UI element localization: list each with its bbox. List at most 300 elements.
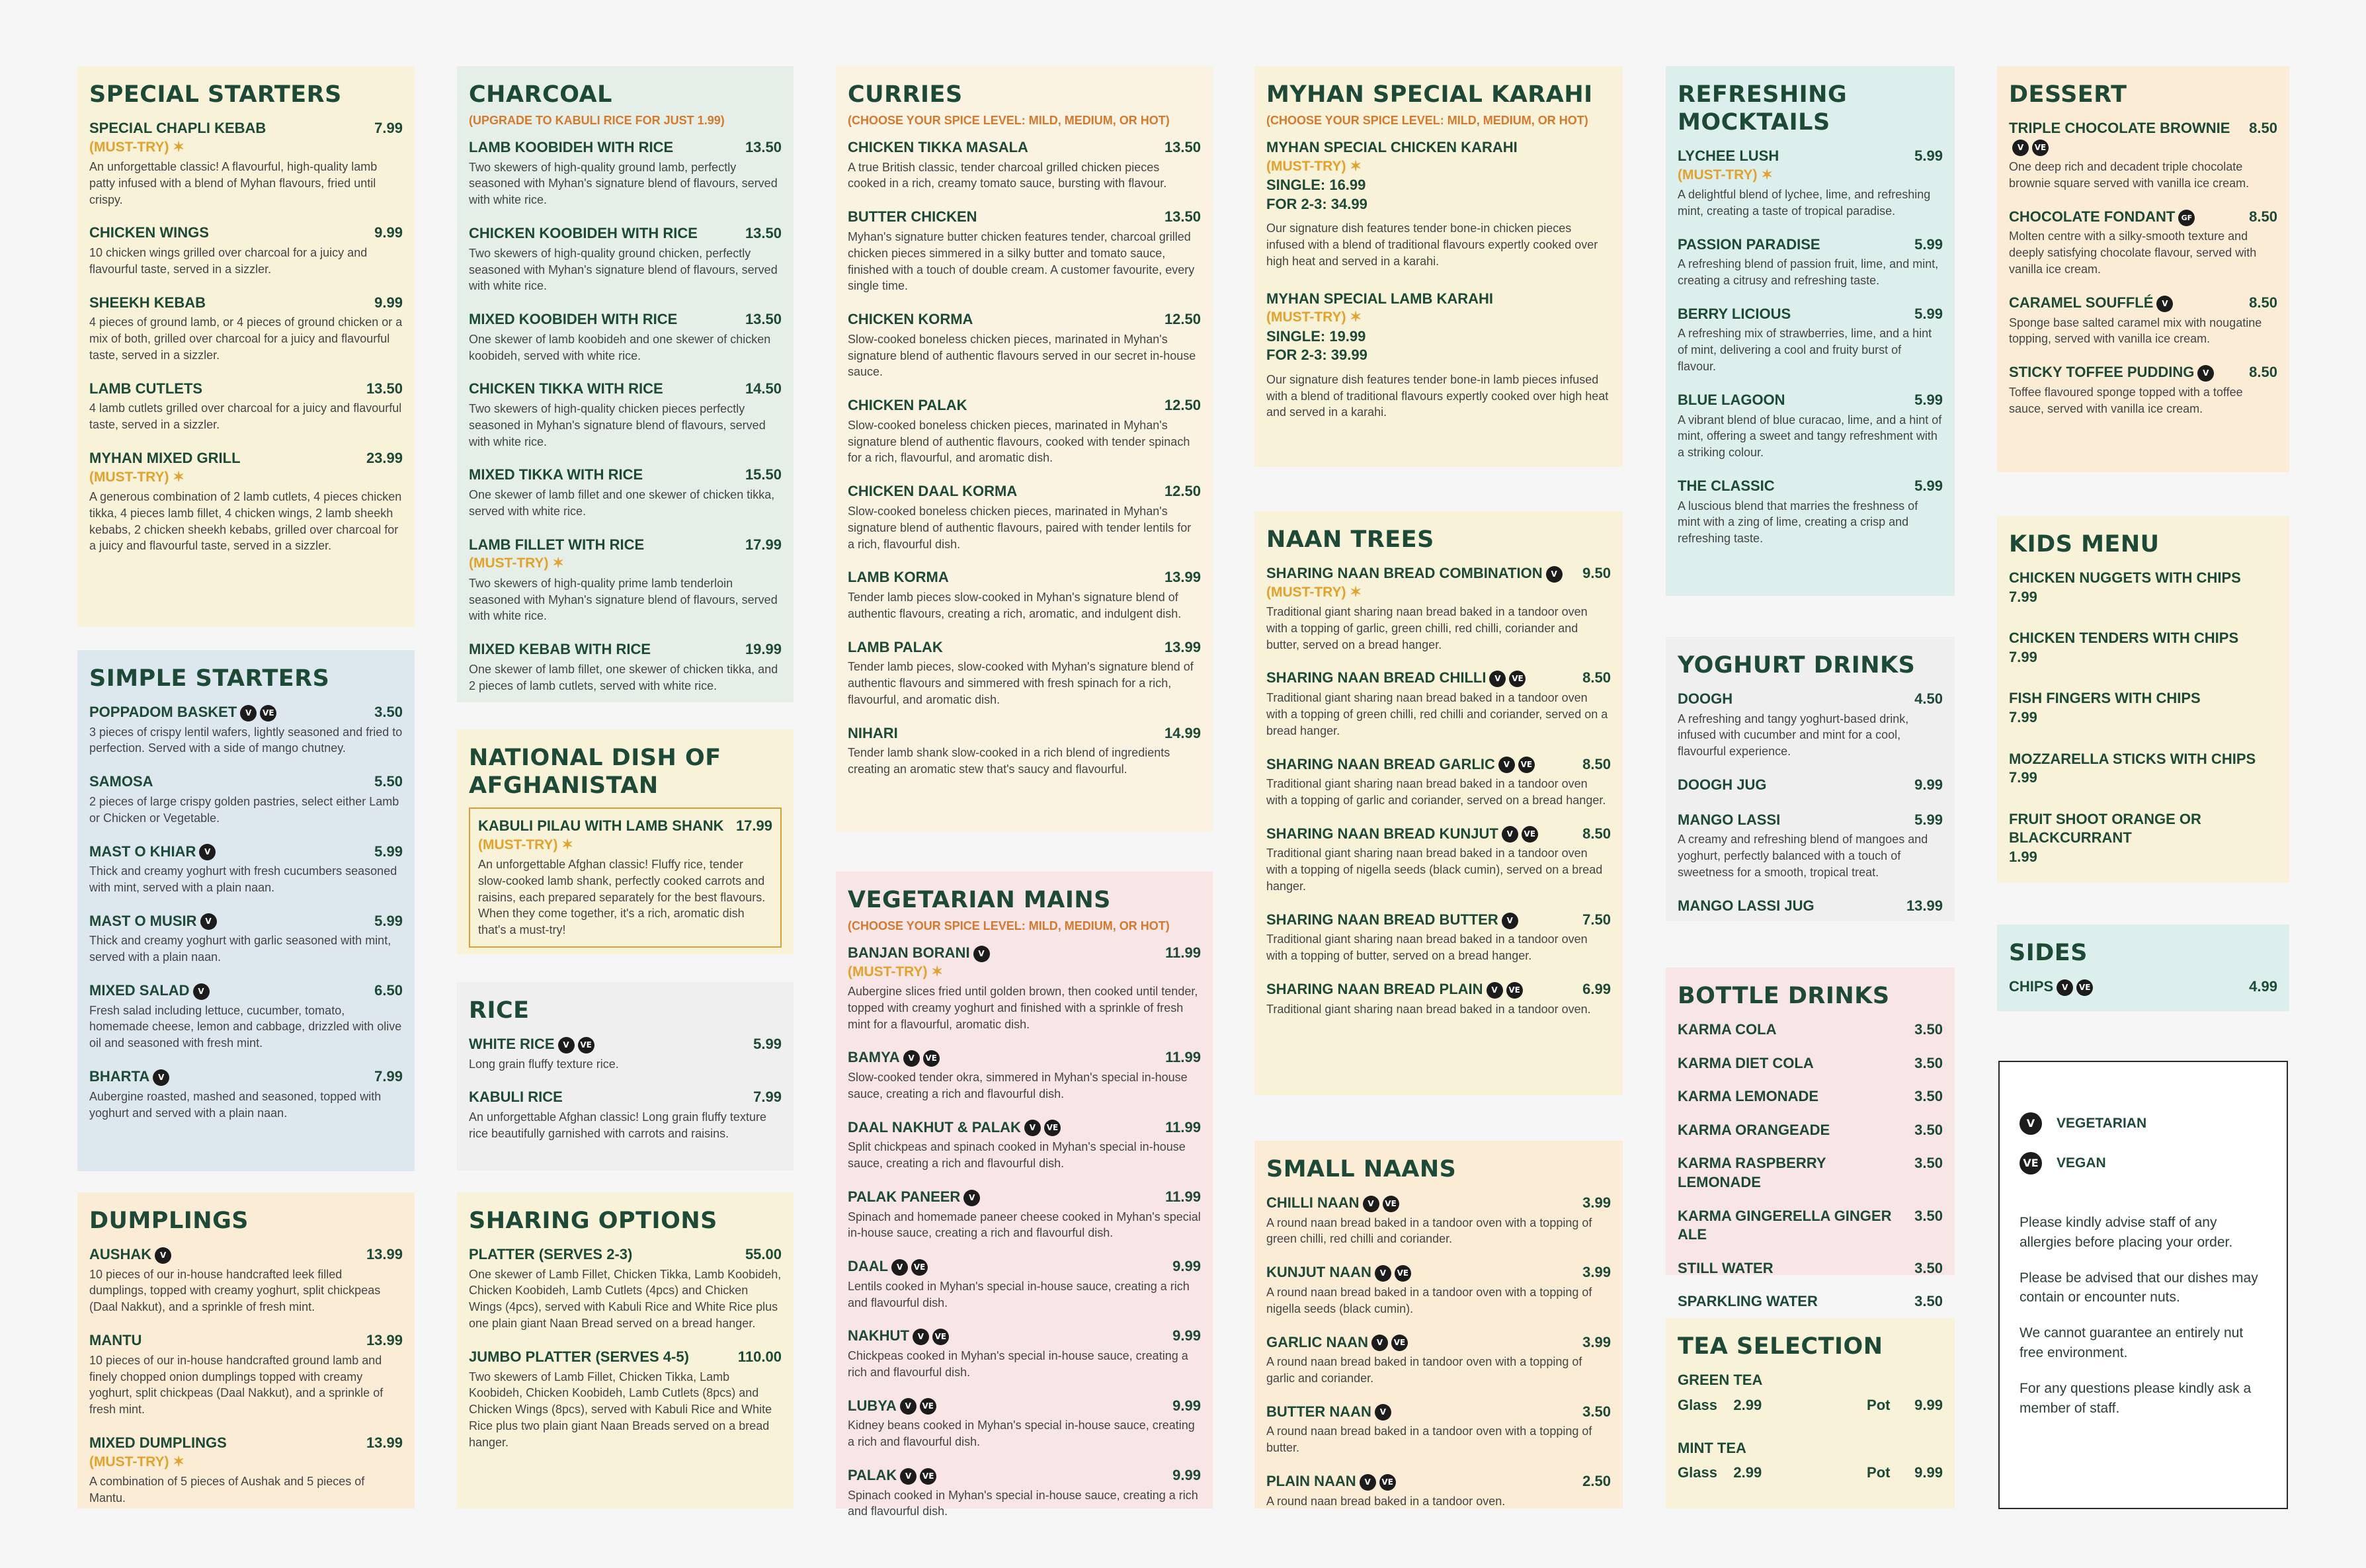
item-name-text: BUTTER CHICKEN (848, 208, 977, 226)
star-icon: ✶ (561, 837, 573, 852)
must-try-text: (MUST-TRY) (89, 139, 169, 155)
menu-item (469, 380, 782, 450)
star-icon: ✶ (931, 964, 943, 979)
item-name (89, 843, 216, 862)
item-description: Traditional giant sharing naan bread baked in a tandoor oven. (1266, 1002, 1591, 1016)
item-name (1678, 811, 1780, 830)
item-name (848, 724, 898, 743)
section-small-naans (1254, 1141, 1623, 1508)
item-name: KARMA COLA (1678, 1021, 1777, 1038)
item-price: 5.99 (1914, 391, 1943, 408)
must-try-text: (MUST-TRY) (89, 1454, 169, 1469)
item-description: A refreshing blend of passion fruit, lime, and mint, creating a citrusy and refreshing taste. (1678, 257, 1939, 288)
item-price: 1.99 (2009, 848, 2037, 865)
item-price: 8.50 (1582, 755, 1611, 772)
item-name (1266, 755, 1535, 774)
item-name-text: SHARING NAAN BREAD PLAIN (1266, 981, 1483, 998)
section-national-dish (457, 729, 794, 954)
item-list (2009, 977, 2277, 997)
item-header (1678, 477, 1943, 496)
item-name-text: CHOCOLATE FONDANT (2009, 208, 2176, 225)
vegan-badge-icon: VE (2032, 140, 2049, 156)
item-list (89, 1245, 403, 1506)
vegetarian-badge-icon: V (903, 1050, 920, 1067)
item-header (89, 294, 403, 313)
item-price: 5.99 (1914, 235, 1943, 253)
item-header (89, 224, 403, 243)
item-name-text: MAST O MUSIR (89, 912, 197, 929)
section-dumplings (77, 1192, 415, 1508)
must-try-text: (MUST-TRY) (89, 469, 169, 485)
item-name-text: CHICKEN TIKKA MASALA (848, 139, 1028, 155)
item-name-text: LAMB KORMA (848, 569, 949, 586)
item-name (469, 1348, 689, 1367)
item-price: 13.99 (1164, 569, 1201, 586)
vegan-badge-icon: VE (1379, 1474, 1396, 1491)
vegetarian-badge-icon: V (1024, 1120, 1041, 1136)
item-description: Our signature dish features tender bone-in chicken pieces infused with a blend of traditional flavours expertly cooked over high heat and served in a karahi. (1266, 222, 1598, 268)
item-name (848, 568, 949, 587)
vegetarian-badge-icon: V (2012, 140, 2029, 156)
item-description: Long grain fluffy texture rice. (469, 1057, 619, 1071)
item-description: A refreshing mix of strawberries, lime, and a hint of mint, delivering a cool and fruity burst of flavour. (1678, 327, 1932, 374)
item-name (848, 208, 977, 227)
item-name (2009, 363, 2214, 382)
drink-row (1678, 1259, 1943, 1278)
vegetarian-badge-icon: V (1546, 566, 1563, 583)
item-description: A creamy and refreshing blend of mangoes and yoghurt, perfectly balanced with a touch of sweetness for a smooth, tropical treat. (1678, 833, 1928, 879)
menu-item (89, 119, 403, 208)
item-list (1266, 1194, 1611, 1509)
vegan-badge-icon: VE (923, 1050, 940, 1067)
item-header (89, 1245, 403, 1264)
section-title: TEA SELECTION (1678, 1333, 1883, 1360)
section-naan-trees (1254, 511, 1623, 1095)
item-price: 13.50 (366, 380, 403, 397)
vegetarian-badge-icon: V (963, 1190, 980, 1206)
item-description: Aubergine slices fried until golden brown, then cooked until tender, topped with creamy yoghurt and finished with a sprinkle of fresh mint for a flavourful, aromatic dish. (848, 984, 1198, 1031)
menu-item (1678, 477, 1943, 547)
featured-item-box (469, 807, 782, 948)
item-name (89, 772, 153, 792)
item-list (1678, 1020, 1943, 1311)
section-bottle-drinks (1666, 968, 1955, 1310)
menu-item (1266, 980, 1611, 1017)
item-price: 5.50 (374, 773, 403, 790)
item-description: Thick and creamy yoghurt with garlic seasoned with mint, served with a plain naan. (89, 934, 391, 964)
item-name-text: BERRY LICIOUS (1678, 305, 1791, 322)
item-name (848, 944, 990, 963)
vegetarian-badge-icon: V (2197, 365, 2214, 382)
legend-label: VEGETARIAN (2057, 1116, 2147, 1131)
section-rice (457, 982, 794, 1171)
item-price: 9.99 (1172, 1466, 1201, 1483)
item-name (1678, 776, 1766, 795)
kids-item (2009, 810, 2277, 867)
must-try-text: (MUST-TRY) (469, 556, 549, 571)
menu-item (1266, 1263, 1611, 1317)
item-price: 9.99 (1172, 1327, 1201, 1344)
item-header (89, 703, 403, 722)
section-title: RICE (469, 997, 530, 1024)
karahi-item (1266, 138, 1611, 270)
item-name: SPARKLING WATER (1678, 1293, 1818, 1310)
item-name-text: CHICKEN WINGS (89, 224, 209, 241)
item-price: 5.99 (753, 1036, 782, 1052)
item-price: 9.99 (1172, 1397, 1201, 1414)
item-header (89, 912, 403, 931)
drink-row (1678, 1020, 1943, 1040)
item-name-text: SHARING NAAN BREAD BUTTER (1266, 911, 1498, 928)
item-price: 9.99 (1914, 776, 1943, 794)
item-name: KABULI PILAU WITH LAMB SHANK (478, 817, 724, 834)
pot-price (1867, 1397, 1943, 1414)
item-header (1266, 755, 1611, 774)
pot-label: Pot (1867, 1464, 1891, 1481)
vegetarian-badge-icon: V (913, 1329, 929, 1345)
menu-item (89, 380, 403, 433)
item-name-text: THE CLASSIC (1678, 477, 1775, 494)
item-name-text: DAAL NAKHUT & PALAK (848, 1118, 1021, 1135)
menu-item (1678, 235, 1943, 289)
item-description: Traditional giant sharing naan bread baked in a tandoor oven with a topping of nigella seeds (black cumin), served on a bread hanger. (1266, 846, 1603, 893)
item-header (1266, 1472, 1611, 1491)
item-header (469, 310, 782, 329)
item-price: 13.99 (366, 1246, 403, 1262)
item-header (848, 208, 1201, 227)
item-name (1266, 564, 1563, 583)
item-price: 13.50 (745, 311, 782, 328)
pot-value: 9.99 (1914, 1396, 1943, 1413)
item-header (1678, 690, 1943, 709)
item-name (848, 310, 973, 329)
item-description: An unforgettable Afghan classic! Long grain fluffy texture rice beautifully garnished with carrots and raisins. (469, 1110, 766, 1140)
section-vegetarian-mains (836, 872, 1213, 1518)
glass-value: 2.99 (1733, 1464, 1762, 1481)
item-name-text: SHEEKH KEBAB (89, 294, 206, 311)
item-description: One skewer of lamb fillet, one skewer of chicken tikka, and 2 pieces of lamb cutlets, served with white rice. (469, 662, 778, 692)
item-price: 3.99 (1582, 1264, 1611, 1281)
section-simple-starters (77, 650, 415, 1171)
vegetarian-badge-icon: V (900, 1468, 917, 1485)
drink-row (1678, 1121, 1943, 1140)
drink-row (1678, 1207, 1943, 1245)
menu-item (848, 724, 1201, 778)
item-description: Two skewers of high-quality chicken pieces perfectly seasoned in Myhan's signature blend of flavours, served with white rice. (469, 402, 766, 448)
item-name-text: KUNJUT NAAN (1266, 1264, 1371, 1281)
karahi-list (1266, 138, 1611, 421)
section-title: SHARING OPTIONS (469, 1208, 717, 1234)
item-description: A round naan bread baked in a tandoor oven with a topping of butter. (1266, 1424, 1592, 1455)
item-price: 3.50 (1914, 1021, 1943, 1038)
item-header (1266, 911, 1611, 930)
item-name-text: CHICKEN TIKKA WITH RICE (469, 380, 663, 397)
item-name (1678, 897, 1815, 916)
item-header (2009, 119, 2277, 157)
item-price: 13.50 (745, 139, 782, 155)
vegan-badge-icon: VE (932, 1329, 949, 1345)
menu-item (848, 944, 1201, 1032)
item-name-text: SHARING NAAN BREAD CHILLI (1266, 669, 1487, 686)
item-price: 11.99 (1165, 1188, 1201, 1205)
item-name (1266, 1472, 1396, 1491)
item-name (469, 224, 698, 243)
item-header (848, 396, 1201, 415)
item-price: 7.99 (2009, 708, 2037, 725)
section-yoghurt-drinks (1666, 637, 1955, 921)
vegan-badge-icon: VE (1391, 1335, 1408, 1351)
tea-item (1678, 1439, 1943, 1482)
section-title: KIDS MENU (2009, 531, 2160, 557)
item-list (848, 138, 1201, 778)
item-header (848, 1466, 1201, 1485)
item-header (469, 1088, 782, 1107)
vegan-badge-icon: VE (1509, 671, 1526, 687)
vegetarian-badge-icon: V (558, 1037, 575, 1053)
item-price: 13.99 (1906, 897, 1943, 914)
item-name-text: BAMYA (848, 1049, 900, 1066)
item-description: Split chickpeas and spinach cooked in Myhan's special in-house sauce, creating a rich and flavourful dish. (848, 1140, 1186, 1171)
kids-item (2009, 629, 2277, 667)
menu-item (89, 843, 403, 896)
tea-item (1678, 1371, 1943, 1414)
item-name (89, 1245, 171, 1264)
vegetarian-badge-icon: V (1371, 1335, 1388, 1351)
item-price: 8.50 (1582, 669, 1611, 686)
item-name (1266, 1194, 1399, 1213)
item-name-text: LUBYA (848, 1397, 897, 1414)
item-description: Myhan's signature butter chicken features tender, charcoal grilled chicken pieces simmered in a silky butter and tomato sauce, finished with a touch of double cream. A customer favourite, every single time. (848, 229, 1195, 293)
karahi-item (1266, 290, 1611, 421)
item-name: MINT TEA (1678, 1439, 1746, 1456)
item-description: Tender lamb pieces slow-cooked in Myhan's signature blend of authentic flavours, creating a rich, aromatic, and indulgent dish. (848, 590, 1182, 620)
item-price: 8.50 (1582, 825, 1611, 842)
kids-list (2009, 569, 2277, 867)
item-name: CHICKEN TENDERS WITH CHIPS (2009, 630, 2239, 647)
item-list (469, 1245, 782, 1451)
item-list (89, 703, 403, 1121)
vegetarian-badge-icon: V (973, 946, 990, 962)
legend-row (2019, 1152, 2267, 1175)
item-price: 5.99 (1914, 477, 1943, 494)
must-try-label (848, 963, 1201, 981)
item-price: 12.50 (1164, 483, 1201, 500)
item-header (848, 1397, 1201, 1416)
item-description: A delightful blend of lychee, lime, and refreshing mint, creating a taste of tropical paradise. (1678, 187, 1931, 218)
item-header (469, 138, 782, 157)
item-name: GREEN TEA (1678, 1372, 1763, 1388)
item-name-text: MANTU (89, 1332, 142, 1349)
item-name-text: POPPADOM BASKET (89, 704, 237, 720)
item-header (1678, 776, 1943, 795)
item-price: 17.99 (735, 817, 772, 834)
vegetarian-badge-icon: V (1489, 671, 1506, 687)
item-name-text: DOOGH (1678, 690, 1733, 707)
item-description: Traditional giant sharing naan bread baked in a tandoor oven with a topping of garlic, green chilli, red chilli, coriander and butter, served on a bread hanger. (1266, 604, 1588, 651)
item-name (1678, 235, 1820, 255)
item-price: 2.50 (1582, 1473, 1611, 1489)
item-price: 5.99 (1914, 147, 1943, 164)
must-try-text: (MUST-TRY) (1266, 584, 1346, 600)
legend-row (2019, 1112, 2267, 1135)
item-name-text: LAMB PALAK (848, 638, 943, 655)
must-try-text: (MUST-TRY) (1266, 158, 1346, 174)
item-description: Two skewers of high-quality prime lamb tenderloin seasoned with Myhan's signature blend of flavours, served with white rice. (469, 576, 778, 623)
item-price: 11.99 (1165, 1049, 1201, 1066)
item-name (848, 1048, 940, 1067)
item-price: 13.50 (745, 225, 782, 242)
must-try-text: (MUST-TRY) (478, 837, 558, 852)
item-name (1266, 1333, 1408, 1352)
vegan-badge-icon: VE (578, 1037, 594, 1053)
item-name-text: MIXED KOOBIDEH WITH RICE (469, 311, 678, 328)
menu-item (848, 1048, 1201, 1102)
menu-item (2009, 363, 2277, 417)
vegan-badge-icon: VE (1383, 1196, 1399, 1212)
section-tea-selection (1666, 1318, 1955, 1508)
item-name (1266, 1263, 1411, 1282)
item-header (1266, 564, 1611, 583)
item-header (848, 724, 1201, 743)
vegetarian-badge-icon: V (2156, 296, 2173, 312)
item-header (89, 1434, 403, 1453)
allergy-note: We cannot guarantee an entirely nut free environment. (2019, 1325, 2244, 1361)
drink-row (1678, 1154, 1943, 1192)
item-name (89, 294, 206, 313)
item-header (89, 1067, 403, 1087)
vegan-badge-icon: VE (1522, 826, 1538, 843)
item-name (848, 1118, 1061, 1137)
item-description: An unforgettable Afghan classic! Fluffy rice, tender slow-cooked lamb shank, perfectly cooked carrots and raisins, each prepared separately for the best flavours. When they come together, it's a rich, aromatic dish that's a must-try! (478, 857, 766, 937)
star-icon: ✶ (1761, 167, 1773, 183)
must-try-label (469, 554, 782, 573)
item-description: Sponge base salted caramel mix with nougatine topping, served with vanilla ice cream. (2009, 315, 2262, 346)
item-name (2009, 208, 2195, 227)
item-price: 3.99 (1582, 1194, 1611, 1211)
menu-item (848, 482, 1201, 552)
glass-price (1678, 1464, 1762, 1481)
menu-item (89, 1434, 403, 1506)
star-icon: ✶ (552, 556, 564, 571)
vegan-badge-icon: VE (911, 1259, 928, 1276)
item-name-text: LAMB CUTLETS (89, 380, 203, 397)
vegetarian-badge-icon: V (1375, 1265, 1391, 1282)
item-name-text: CHIPS (2009, 978, 2054, 995)
item-name-text: SHARING NAAN BREAD GARLIC (1266, 755, 1495, 772)
item-name: KARMA DIET COLA (1678, 1054, 1814, 1071)
menu-item (469, 224, 782, 294)
allergy-note: Please be advised that our dishes may contain or encounter nuts. (2019, 1270, 2258, 1305)
item-price: 3.50 (1914, 1293, 1943, 1310)
item-description: Two skewers of high-quality ground lamb, perfectly seasoned with Myhan's signature blend of flavours, served with white rice. (469, 160, 778, 207)
item-name-text: CHICKEN KORMA (848, 311, 973, 328)
item-description: 2 pieces of large crispy golden pastries, select either Lamb or Chicken or Vegetable. (89, 794, 399, 825)
item-name: KARMA ORANGEADE (1678, 1121, 1830, 1138)
item-price: 6.99 (1582, 981, 1611, 998)
item-description: Spinach and homemade paneer cheese cooked in Myhan's special in-house sauce, creating a rich and flavourful dish. (848, 1210, 1201, 1240)
item-name (89, 224, 209, 243)
section-karahi (1254, 66, 1623, 467)
item-description: An unforgettable classic! A flavourful, high-quality lamb patty infused with a blend of Myhan flavours, fried until crispy. (89, 159, 378, 206)
vegan-badge-icon: VE (260, 705, 276, 722)
glass-value: 2.99 (1733, 1396, 1762, 1413)
menu-item (848, 1118, 1201, 1172)
item-name-text: LAMB FILLET WITH RICE (469, 536, 645, 553)
glass-label: Glass (1678, 1396, 1717, 1413)
item-name-text: MYHAN MIXED GRILL (89, 450, 241, 466)
section-kids-menu (1997, 516, 2289, 883)
legend-box (1998, 1061, 2288, 1509)
item-name (1678, 391, 1785, 410)
item-name (848, 638, 943, 657)
item-name: FISH FINGERS WITH CHIPS (2009, 690, 2201, 707)
item-name-text: BLUE LAGOON (1678, 391, 1785, 408)
item-header (1678, 305, 1943, 324)
menu-item (469, 138, 782, 208)
item-header (1678, 147, 1943, 166)
item-header (848, 1257, 1201, 1276)
item-header (848, 1188, 1201, 1207)
item-description: Slow-cooked boneless chicken pieces, marinated in Myhan's signature blend of authentic flavours served in our secret in-house sauce. (848, 332, 1196, 379)
item-name (2009, 977, 2093, 997)
item-header (1266, 1194, 1611, 1213)
menu-item (469, 1035, 782, 1072)
item-name-text: PLATTER (SERVES 2-3) (469, 1246, 633, 1262)
item-price: 3.50 (1914, 1155, 1943, 1172)
menu-item (1266, 1472, 1611, 1509)
item-price: 8.50 (2249, 120, 2277, 136)
item-header (848, 310, 1201, 329)
item-name-text: MIXED KEBAB WITH RICE (469, 641, 651, 658)
item-name-text: MANGO LASSI (1678, 811, 1781, 828)
star-icon: ✶ (1350, 309, 1362, 325)
section-subtitle: (UPGRADE TO KABULI RICE FOR JUST 1.99) (469, 114, 725, 127)
item-description: A round naan bread baked in tandoor oven with a topping of garlic and coriander. (1266, 1355, 1582, 1385)
item-name (848, 1327, 949, 1346)
item-price: 11.99 (1165, 944, 1201, 961)
item-name-text: KABULI RICE (469, 1089, 563, 1106)
menu-item (1678, 690, 1943, 760)
menu-item (1678, 305, 1943, 375)
vegetarian-badge-icon: V (1498, 757, 1515, 773)
item-price: 5.99 (374, 912, 403, 929)
item-list (848, 944, 1201, 1520)
must-try-label (1266, 157, 1611, 176)
item-price: 15.50 (745, 466, 782, 483)
vegetarian-badge-icon: V (155, 1247, 171, 1264)
item-name (469, 536, 644, 555)
item-name-text: MIXED DUMPLINGS (89, 1434, 227, 1451)
item-header (848, 568, 1201, 587)
item-description: Traditional giant sharing naan bread baked in a tandoor oven with a topping of green chilli, red chilli and coriander, served on a bread hanger. (1266, 691, 1608, 737)
item-name (89, 703, 276, 722)
item-name-text: PALAK PANEER (848, 1188, 961, 1205)
section-dessert (1997, 66, 2289, 472)
tea-prices (1678, 1397, 1943, 1414)
item-price: 7.99 (2009, 769, 2037, 786)
must-try-text: (MUST-TRY) (848, 964, 928, 979)
item-header (848, 944, 1201, 963)
item-name-text: CHICKEN KOOBIDEH WITH RICE (469, 225, 698, 242)
vegetarian-badge-icon: V (1502, 913, 1518, 929)
item-header (469, 536, 782, 555)
item-name: KARMA GINGERELLA GINGER ALE (1678, 1207, 1892, 1243)
must-try-text: (MUST-TRY) (1678, 167, 1758, 183)
menu-item (848, 396, 1201, 466)
item-header (89, 981, 403, 1001)
item-description: A vibrant blend of blue curacao, lime, and a hint of mint, offering a sweet and tangy refreshment with a striking colour. (1678, 413, 1942, 460)
allergy-note: Please kindly advise staff of any allergies before placing your order. (2019, 1215, 2233, 1250)
